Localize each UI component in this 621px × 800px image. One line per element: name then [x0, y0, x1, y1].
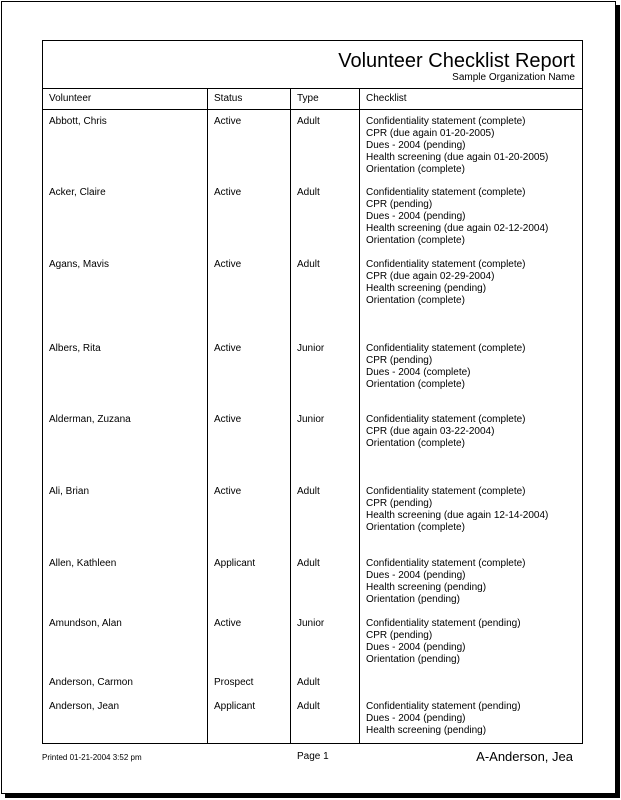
checklist-item: Dues - 2004 (pending) [366, 642, 466, 653]
checklist-item: Confidentiality statement (complete) [366, 116, 526, 127]
checklist-item: Orientation (complete) [366, 438, 465, 449]
volunteer-type: Adult [297, 187, 320, 198]
checklist-item: Confidentiality statement (pending) [366, 618, 521, 629]
volunteer-type: Adult [297, 116, 320, 127]
checklist-cell [366, 618, 521, 666]
volunteer-name: Albers, Rita [49, 343, 101, 354]
checklist-item: CPR (pending) [366, 630, 433, 641]
checklist-item: Confidentiality statement (complete) [366, 343, 526, 354]
checklist-cell [366, 701, 521, 737]
volunteer-type: Junior [297, 414, 325, 425]
checklist-cell [366, 343, 526, 391]
volunteer-name: Abbott, Chris [49, 116, 107, 127]
checklist-item: CPR (due again 03-22-2004) [366, 426, 495, 437]
checklist-item: CPR (due again 02-29-2004) [366, 271, 495, 282]
volunteer-name: Alderman, Zuzana [49, 414, 131, 425]
checklist-item: CPR (pending) [366, 199, 433, 210]
volunteer-name: Ali, Brian [49, 486, 90, 497]
column-header-type: Type [297, 93, 319, 104]
checklist-item: Orientation (pending) [366, 654, 460, 665]
volunteer-status: Active [214, 618, 242, 629]
volunteer-type: Adult [297, 701, 320, 712]
volunteer-status: Prospect [214, 677, 254, 688]
checklist-item: Health screening (pending) [366, 582, 487, 593]
checklist-cell [366, 116, 548, 176]
volunteer-status: Active [214, 116, 242, 127]
volunteer-status: Applicant [214, 558, 256, 569]
report-subtitle: Sample Organization Name [452, 72, 575, 83]
checklist-item: Orientation (complete) [366, 522, 465, 533]
volunteer-name: Anderson, Carmon [49, 677, 133, 688]
checklist-item: Confidentiality statement (pending) [366, 701, 521, 712]
page-number: Page 1 [297, 751, 329, 762]
checklist-item: Confidentiality statement (complete) [366, 558, 526, 569]
volunteer-type: Junior [297, 618, 325, 629]
checklist-item: Dues - 2004 (pending) [366, 211, 466, 222]
checklist-item: Orientation (complete) [366, 379, 465, 390]
report-page [1, 1, 616, 794]
volunteer-status: Active [214, 486, 242, 497]
volunteer-name: Acker, Claire [49, 187, 106, 198]
volunteer-status: Active [214, 187, 242, 198]
volunteer-type: Adult [297, 259, 320, 270]
volunteer-type: Adult [297, 558, 320, 569]
checklist-item: Confidentiality statement (complete) [366, 259, 526, 270]
checklist-item: Health screening (pending) [366, 725, 487, 736]
checklist-item: Dues - 2004 (pending) [366, 570, 466, 581]
column-header-status: Status [214, 93, 243, 104]
checklist-cell [366, 486, 548, 534]
volunteer-name: Agans, Mavis [49, 259, 110, 270]
volunteer-status: Active [214, 414, 242, 425]
volunteer-table-body [43, 41, 582, 743]
column-header-checklist: Checklist [366, 93, 407, 104]
checklist-cell [366, 414, 526, 450]
report-frame [42, 40, 583, 744]
volunteer-status: Active [214, 343, 242, 354]
checklist-item: Dues - 2004 (pending) [366, 140, 466, 151]
checklist-item: Health screening (due again 01-20-2005) [366, 152, 549, 163]
checklist-cell [366, 259, 526, 307]
volunteer-name: Amundson, Alan [49, 618, 122, 629]
checklist-cell [366, 558, 526, 606]
volunteer-status: Applicant [214, 701, 256, 712]
checklist-item: Dues - 2004 (pending) [366, 713, 466, 724]
page-range: A-Anderson, Jea [476, 749, 573, 764]
volunteer-name: Anderson, Jean [49, 701, 120, 712]
checklist-item: Health screening (due again 02-12-2004) [366, 223, 549, 234]
volunteer-name: Allen, Kathleen [49, 558, 117, 569]
checklist-item: CPR (pending) [366, 355, 433, 366]
printed-timestamp: Printed 01-21-2004 3:52 pm [42, 753, 142, 762]
checklist-item: CPR (pending) [366, 498, 433, 509]
volunteer-type: Adult [297, 486, 320, 497]
checklist-item: Health screening (due again 12-14-2004) [366, 510, 549, 521]
checklist-item: Orientation (complete) [366, 164, 465, 175]
report-title: Volunteer Checklist Report [338, 50, 575, 72]
checklist-item: Confidentiality statement (complete) [366, 486, 526, 497]
volunteer-status: Active [214, 259, 242, 270]
checklist-item: Confidentiality statement (complete) [366, 187, 526, 198]
volunteer-type: Adult [297, 677, 320, 688]
checklist-item: Confidentiality statement (complete) [366, 414, 526, 425]
column-header-volunteer: Volunteer [49, 93, 92, 104]
checklist-cell [366, 187, 548, 247]
checklist-item: CPR (due again 01-20-2005) [366, 128, 495, 139]
checklist-item: Health screening (pending) [366, 283, 487, 294]
volunteer-type: Junior [297, 343, 325, 354]
checklist-item: Orientation (pending) [366, 594, 460, 605]
checklist-item: Orientation (complete) [366, 295, 465, 306]
checklist-item: Orientation (complete) [366, 235, 465, 246]
checklist-item: Dues - 2004 (complete) [366, 367, 471, 378]
